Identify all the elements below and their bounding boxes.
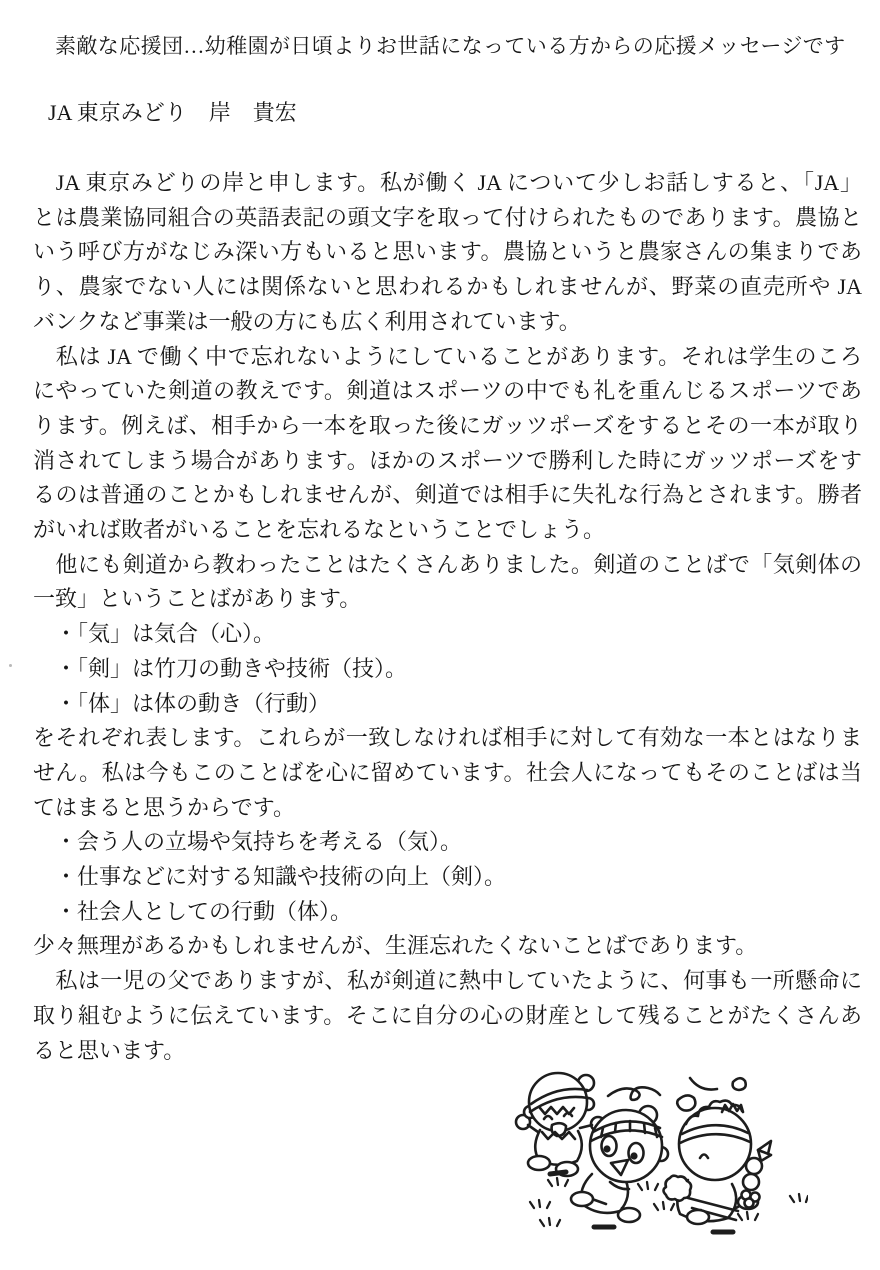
body-line: 私は一児の父でありますが、私が剣道に熱中していたように、何事も一所懸命に [33,968,862,994]
scan-speckle [9,664,12,667]
body-line: てはまると思うからです。 [33,794,296,820]
children-running-illustration [508,1062,808,1238]
body-line: ・会う人の立場や気持ちを考える（気）。 [33,829,463,855]
body-line: 一致」ということばがあります。 [33,586,362,612]
body-line: ります。例えば、相手から一本を取った後にガッツポーズをするとその一本が取り [33,412,862,438]
body-line: ・「体」は体の動き（行動） [33,690,331,716]
document-title: 素敵な応援団…幼稚園が日頃よりお世話になっている方からの応援メッセージです [55,34,846,58]
body-line: り、農家でない人には関係ないと思われるかもしれませんが、野菜の直売所や JA [33,274,862,300]
body-line: JA 東京みどりの岸と申します。私が働く JA について少しお話しすると、「JA」 [33,170,862,195]
body-line: 消されてしまう場合があります。ほかのスポーツで勝利した時にガッツポーズをす [33,447,862,473]
body-line: ・仕事などに対する知識や技術の向上（剣）。 [33,864,507,890]
body-line: 私は JA で働く中で忘れないようにしていることがあります。それは学生のころ [33,343,862,369]
body-line: ると思います。 [33,1037,186,1063]
body-line: せん。私は今もこのことばを心に留めています。社会人になってもそのことばは当 [33,759,862,785]
body-line: とは農業協同組合の英語表記の頭文字を取って付けられたものであります。農協と [33,204,862,230]
body-line: がいれば敗者がいることを忘れるなということでしょう。 [33,517,606,543]
document-body [33,166,862,1068]
body-line: ・「気」は気合（心）。 [33,621,276,647]
body-line: 他にも剣道から教わったことはたくさんありました。剣道のことばで「気剣体の [33,551,862,577]
body-line: いう呼び方がなじみ深い方もいると思います。農協というと農家さんの集まりであ [33,239,862,265]
body-line: バンクなど事業は一般の方にも広く利用されています。 [33,308,581,334]
body-line: にやっていた剣道の教えです。剣道はスポーツの中でも礼を重んじるスポーツであ [33,378,862,404]
body-line: ・「剣」は竹刀の動きや技術（技）。 [33,655,408,681]
body-line: るのは普通のことかもしれませんが、剣道では相手に失礼な行為とされます。勝者 [33,482,862,508]
body-line: 取り組むように伝えています。そこに自分の心の財産として残ることがたくさんあ [33,1002,862,1028]
body-line: ・社会人としての行動（体）。 [33,898,353,924]
author-name: JA 東京みどり 岸 貴宏 [48,100,297,125]
body-line: 少々無理があるかもしれませんが、生涯忘れたくないことばであります。 [33,933,758,959]
body-line: をそれぞれ表します。これらが一致しなければ相手に対して有効な一本とはなりま [33,725,862,751]
